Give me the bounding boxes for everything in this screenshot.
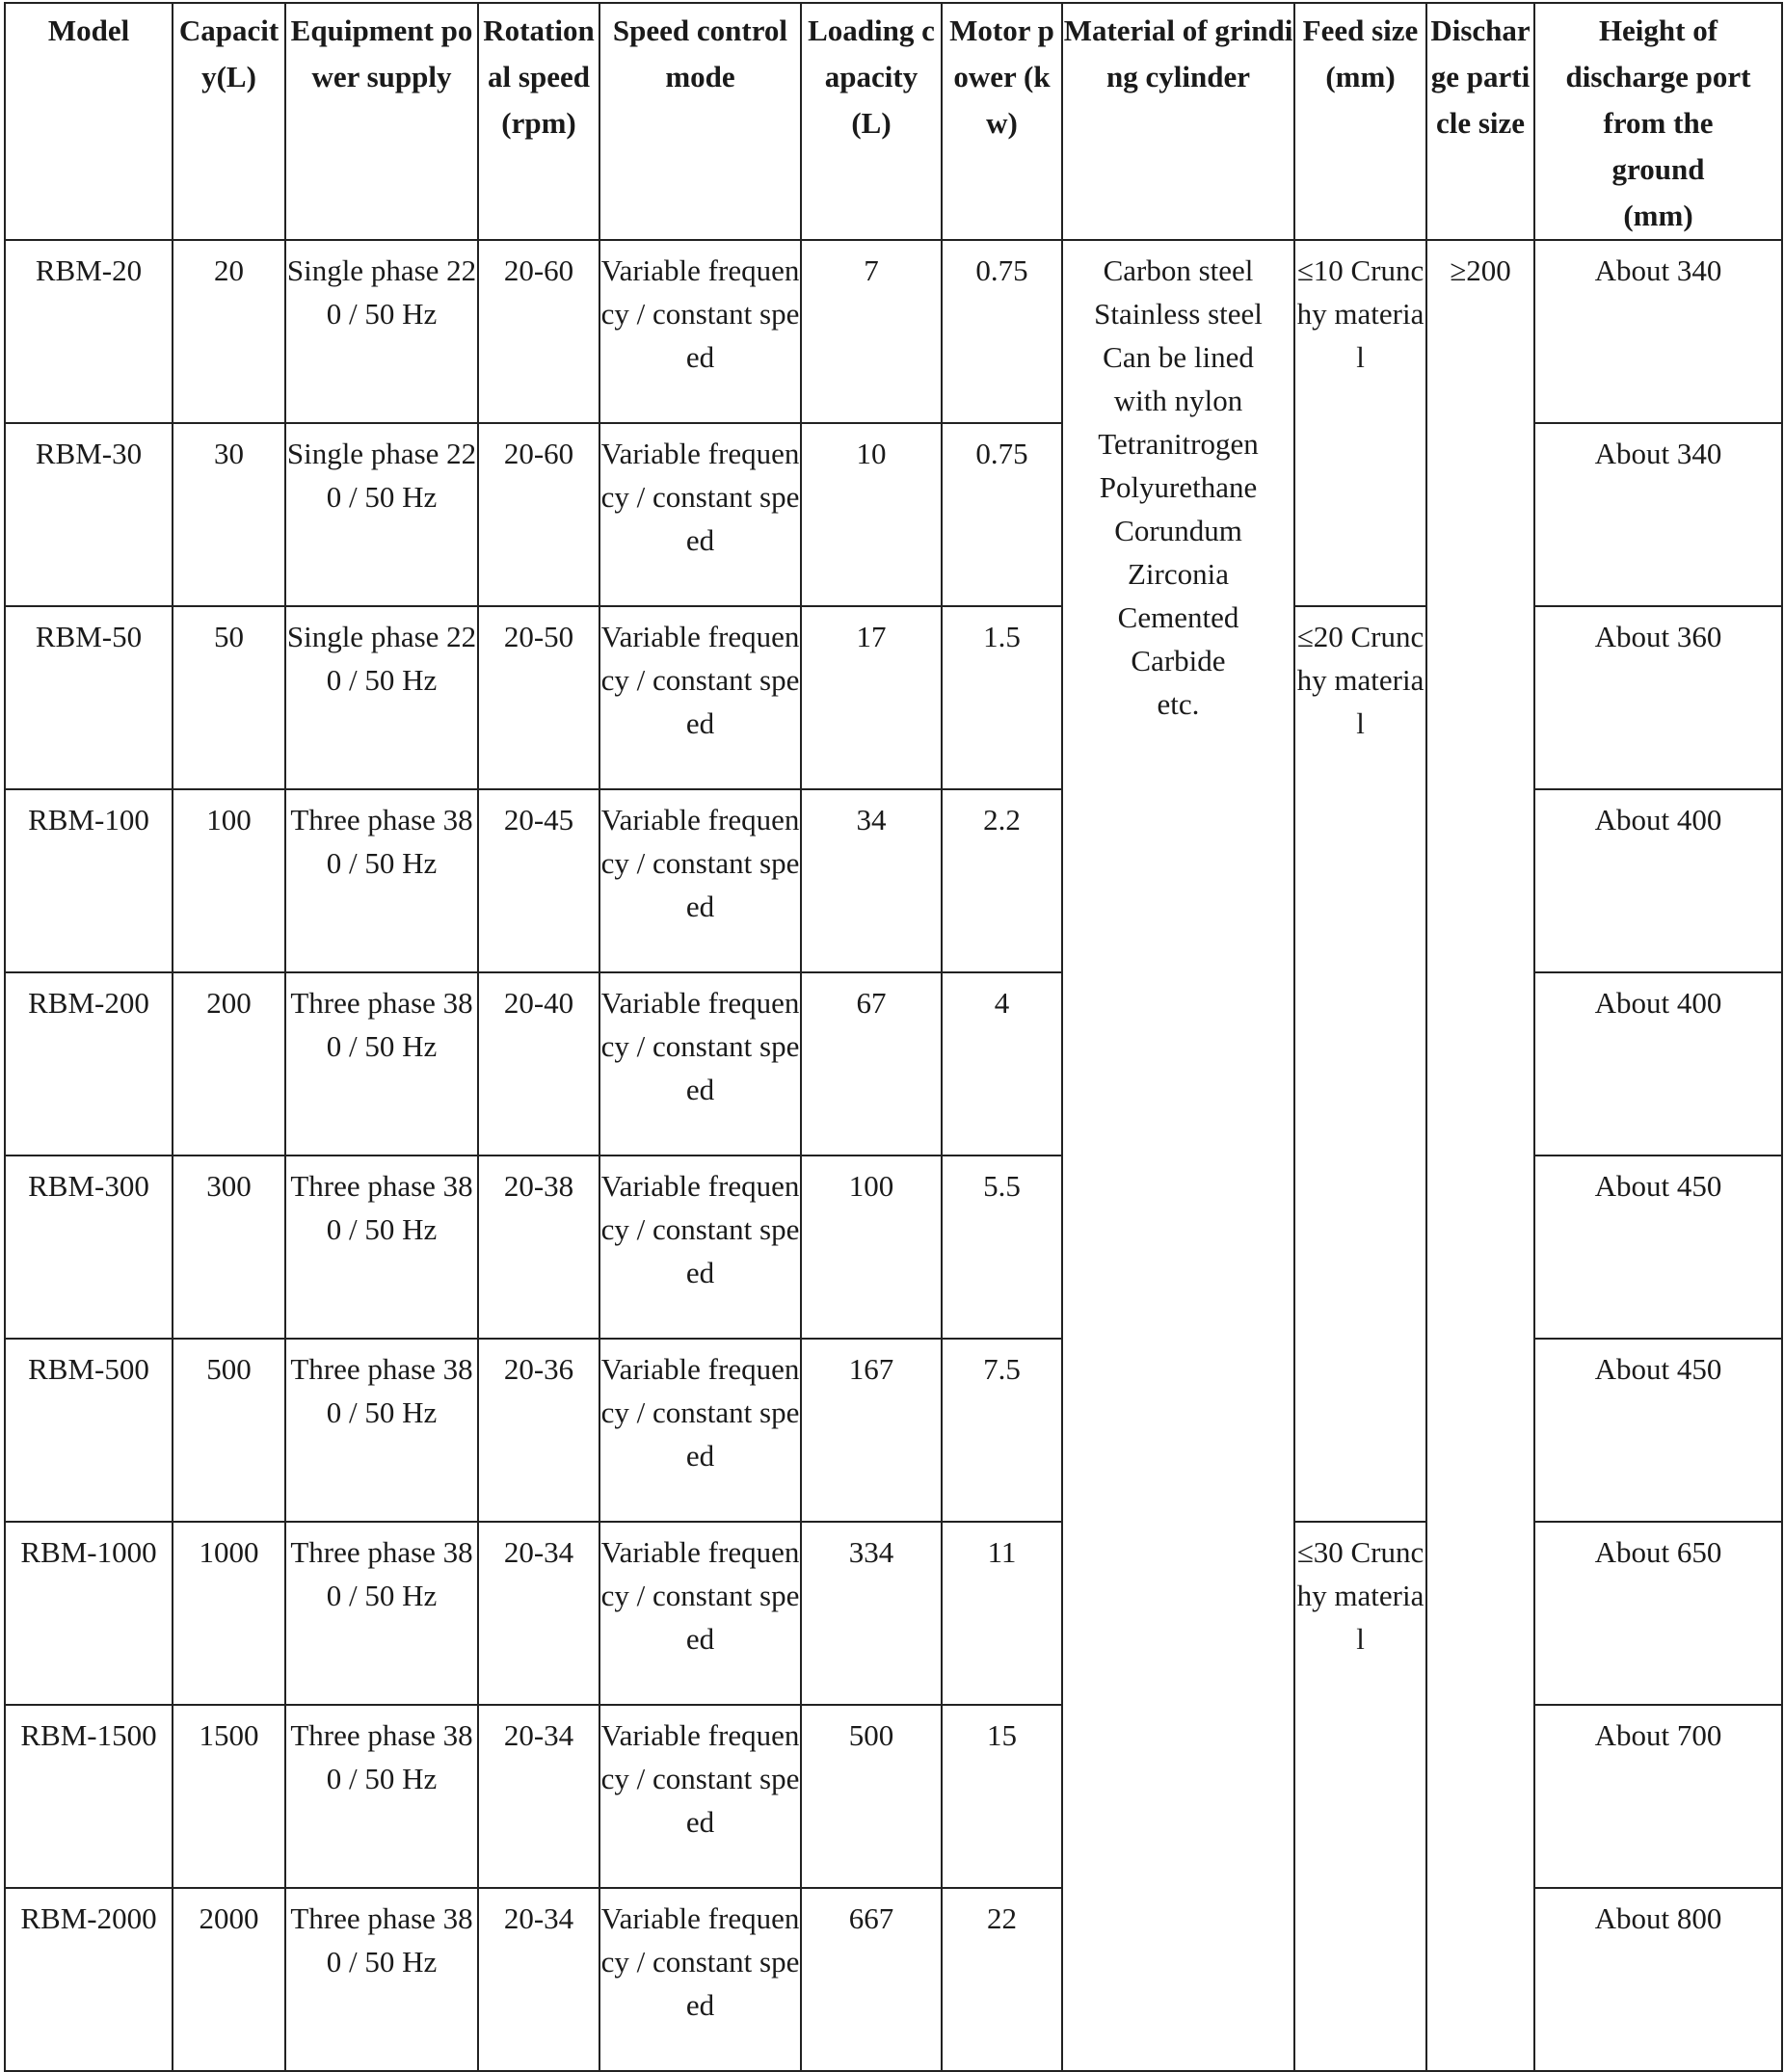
cell-model: RBM-100	[5, 789, 173, 972]
cell-speed-mode: Variable frequency / constant speed	[599, 972, 801, 1156]
cell-speed: 20-60	[478, 423, 599, 606]
cell-capacity: 500	[173, 1339, 285, 1522]
cell-model: RBM-300	[5, 1156, 173, 1339]
cell-power-supply: Three phase 380 / 50 Hz	[285, 972, 478, 1156]
header-height-line: (mm)	[1623, 199, 1693, 232]
cell-model: RBM-2000	[5, 1888, 173, 2071]
header-loading-capacity: Loading capacity (L)	[801, 3, 942, 240]
cell-speed: 20-34	[478, 1888, 599, 2071]
cell-model: RBM-1000	[5, 1522, 173, 1705]
header-row	[5, 3, 1782, 240]
ball-mill-spec-table	[4, 2, 1783, 2072]
cell-feed-size-group-1: ≤10 Crunchy material	[1294, 240, 1426, 606]
material-line: Corundum	[1114, 514, 1242, 547]
header-height-line: ground	[1611, 152, 1705, 186]
header-power-supply: Equipment power supply	[285, 3, 478, 240]
cell-loading: 667	[801, 1888, 942, 2071]
cell-motor: 22	[942, 1888, 1062, 2071]
header-discharge-height	[1534, 3, 1782, 240]
cell-height: About 360	[1534, 606, 1782, 789]
material-line: etc.	[1157, 687, 1200, 721]
cell-capacity: 100	[173, 789, 285, 972]
cell-height: About 450	[1534, 1156, 1782, 1339]
material-line: Can be lined	[1103, 340, 1254, 374]
cell-feed-size-group-3: ≤30 Crunchy material	[1294, 1522, 1426, 2071]
table-row	[5, 240, 1782, 423]
header-capacity: Capacity(L)	[173, 3, 285, 240]
header-height-line: discharge port	[1565, 60, 1751, 93]
cell-speed: 20-34	[478, 1522, 599, 1705]
header-speed-control-mode: Speed control mode	[599, 3, 801, 240]
material-line: Cemented	[1117, 600, 1239, 634]
cell-capacity: 1500	[173, 1705, 285, 1888]
cell-height: About 800	[1534, 1888, 1782, 2071]
cell-speed: 20-34	[478, 1705, 599, 1888]
cell-height: About 450	[1534, 1339, 1782, 1522]
cell-height: About 400	[1534, 972, 1782, 1156]
cell-capacity: 300	[173, 1156, 285, 1339]
cell-speed-mode: Variable frequency / constant speed	[599, 240, 801, 423]
cell-speed: 20-36	[478, 1339, 599, 1522]
cell-loading: 67	[801, 972, 942, 1156]
cell-speed-mode: Variable frequency / constant speed	[599, 1156, 801, 1339]
cell-capacity: 200	[173, 972, 285, 1156]
cell-loading: 100	[801, 1156, 942, 1339]
cell-model: RBM-500	[5, 1339, 173, 1522]
cell-motor: 4	[942, 972, 1062, 1156]
cell-speed-mode: Variable frequency / constant speed	[599, 789, 801, 972]
cell-speed: 20-45	[478, 789, 599, 972]
header-discharge-size: Discharge particle size	[1426, 3, 1534, 240]
cell-motor: 2.2	[942, 789, 1062, 972]
cell-power-supply: Three phase 380 / 50 Hz	[285, 1888, 478, 2071]
material-line: Carbon steel	[1103, 253, 1254, 287]
cell-motor: 0.75	[942, 240, 1062, 423]
cell-speed-mode: Variable frequency / constant speed	[599, 1888, 801, 2071]
cell-height: About 650	[1534, 1522, 1782, 1705]
cell-capacity: 1000	[173, 1522, 285, 1705]
cell-loading: 334	[801, 1522, 942, 1705]
cell-speed-mode: Variable frequency / constant speed	[599, 606, 801, 789]
cell-speed-mode: Variable frequency / constant speed	[599, 1339, 801, 1522]
cell-model: RBM-200	[5, 972, 173, 1156]
cell-height: About 340	[1534, 423, 1782, 606]
cell-loading: 167	[801, 1339, 942, 1522]
cell-feed-size-group-2: ≤20 Crunchy material	[1294, 606, 1426, 1522]
cell-material-merged	[1062, 240, 1294, 2071]
header-material: Material of grinding cylinder	[1062, 3, 1294, 240]
cell-height: About 400	[1534, 789, 1782, 972]
cell-speed: 20-40	[478, 972, 599, 1156]
cell-power-supply: Three phase 380 / 50 Hz	[285, 1156, 478, 1339]
header-height-line: Height of	[1598, 13, 1718, 47]
material-line: Polyurethane	[1099, 470, 1258, 504]
cell-model: RBM-30	[5, 423, 173, 606]
cell-motor: 15	[942, 1705, 1062, 1888]
cell-power-supply: Single phase 220 / 50 Hz	[285, 240, 478, 423]
cell-motor: 0.75	[942, 423, 1062, 606]
cell-model: RBM-20	[5, 240, 173, 423]
header-motor-power: Motor power (kw)	[942, 3, 1062, 240]
cell-power-supply: Three phase 380 / 50 Hz	[285, 789, 478, 972]
cell-speed-mode: Variable frequency / constant speed	[599, 1522, 801, 1705]
header-height-line: from the	[1603, 106, 1714, 140]
cell-power-supply: Three phase 380 / 50 Hz	[285, 1339, 478, 1522]
cell-capacity: 20	[173, 240, 285, 423]
cell-power-supply: Single phase 220 / 50 Hz	[285, 423, 478, 606]
material-line: Stainless steel	[1094, 297, 1263, 331]
cell-speed: 20-60	[478, 240, 599, 423]
cell-speed: 20-38	[478, 1156, 599, 1339]
header-model: Model	[5, 3, 173, 240]
cell-discharge-merged: ≥200	[1426, 240, 1534, 2071]
material-line: Zirconia	[1127, 557, 1229, 591]
cell-loading: 34	[801, 789, 942, 972]
cell-power-supply: Three phase 380 / 50 Hz	[285, 1705, 478, 1888]
cell-model: RBM-1500	[5, 1705, 173, 1888]
cell-power-supply: Three phase 380 / 50 Hz	[285, 1522, 478, 1705]
cell-speed: 20-50	[478, 606, 599, 789]
cell-loading: 10	[801, 423, 942, 606]
cell-height: About 700	[1534, 1705, 1782, 1888]
cell-model: RBM-50	[5, 606, 173, 789]
header-feed-size: Feed size (mm)	[1294, 3, 1426, 240]
cell-capacity: 50	[173, 606, 285, 789]
cell-capacity: 2000	[173, 1888, 285, 2071]
material-line: Carbide	[1131, 644, 1226, 677]
cell-motor: 11	[942, 1522, 1062, 1705]
cell-speed-mode: Variable frequency / constant speed	[599, 1705, 801, 1888]
material-line: with nylon	[1113, 384, 1243, 417]
cell-motor: 5.5	[942, 1156, 1062, 1339]
header-rotational-speed: Rotational speed(rpm)	[478, 3, 599, 240]
cell-loading: 500	[801, 1705, 942, 1888]
cell-loading: 7	[801, 240, 942, 423]
cell-motor: 7.5	[942, 1339, 1062, 1522]
cell-power-supply: Single phase 220 / 50 Hz	[285, 606, 478, 789]
cell-speed-mode: Variable frequency / constant speed	[599, 423, 801, 606]
cell-motor: 1.5	[942, 606, 1062, 789]
cell-height: About 340	[1534, 240, 1782, 423]
cell-capacity: 30	[173, 423, 285, 606]
material-line: Tetranitrogen	[1098, 427, 1259, 461]
cell-loading: 17	[801, 606, 942, 789]
